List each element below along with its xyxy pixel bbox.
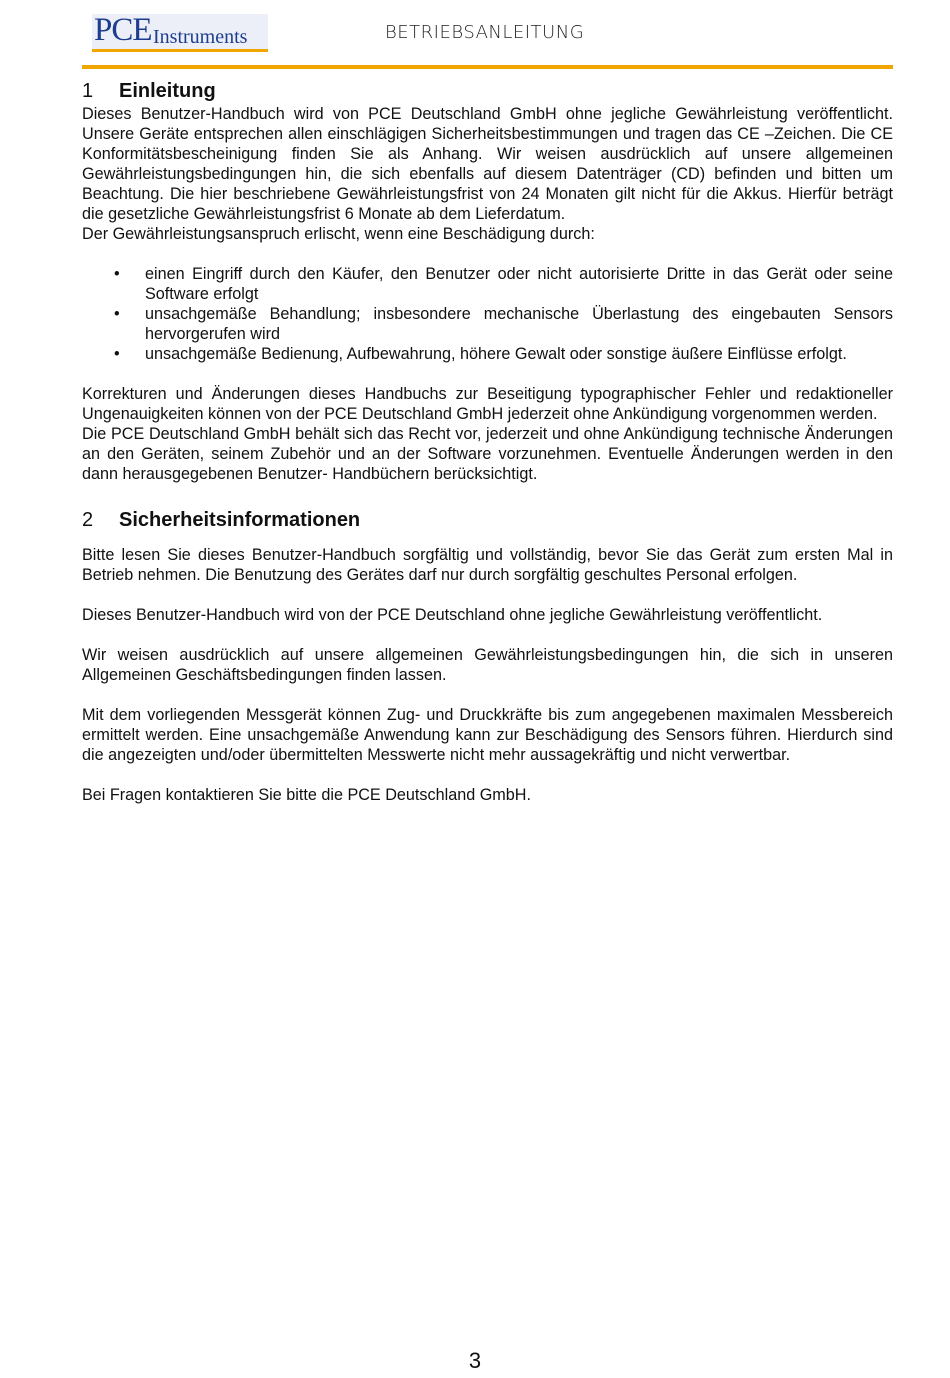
pce-instruments-logo — [92, 14, 268, 52]
safety-paragraph: Mit dem vorliegenden Messgerät können Zug- und Druckkräfte bis zum angegebenen maximalen Messbereich ermittelt werden. Eine unsachgemäße Anwendung kann zur Beschädigung des Sensors führen. Hierdurch sind die angezeigten und/oder übermittelten Messwerte nicht mehr aussagekräftig und nicht verwertbar. — [82, 706, 893, 764]
warranty-exclusion-list — [82, 264, 893, 364]
safety-paragraph: Bitte lesen Sie dieses Benutzer-Handbuch sorgfältig und vollständig, bevor Sie das Gerät zum ersten Mal in Betrieb nehmen. Die Benutzung des Gerätes darf nur durch sorgfältig geschultes Personal erfolgen. — [82, 546, 893, 584]
bullet-icon: • — [114, 345, 120, 363]
list-item-text: unsachgemäße Bedienung, Aufbewahrung, höhere Gewalt oder sonstige äußere Einflüsse erfolgt. — [145, 345, 847, 363]
section-heading-sicherheitsinformationen — [82, 507, 893, 533]
page-content — [82, 78, 893, 805]
section-title: Einleitung — [119, 80, 216, 102]
bullet-icon: • — [114, 305, 120, 323]
list-item-text: einen Eingriff durch den Käufer, den Benutzer oder nicht autorisierte Dritte in das Gerät oder seine Software erfolgt — [145, 265, 893, 303]
section-heading-einleitung — [82, 78, 893, 104]
logo-pce-text: PCE — [94, 12, 152, 48]
list-item — [82, 264, 893, 304]
list-item — [82, 344, 893, 364]
section-number: 2 — [82, 509, 94, 531]
safety-paragraph: Bei Fragen kontaktieren Sie bitte die PCE Deutschland GmbH. — [82, 786, 531, 804]
rights-paragraph: Die PCE Deutschland GmbH behält sich das Recht vor, jederzeit und ohne Ankündigung technische Änderungen an den Geräten, seinem Zubehör und an der Software vorzunehmen. Eventuelle Änderungen werden in den dann herausgegebenen Benutzer- Handbüchern berücksichtigt. — [82, 425, 893, 483]
corrections-paragraph: Korrekturen und Änderungen dieses Handbuchs zur Beseitigung typographischer Fehler und redaktioneller Ungenauigkeiten können von der PCE Deutschland GmbH jederzeit ohne Ankündigung vorgenommen werden. — [82, 385, 893, 423]
section-number: 1 — [82, 80, 94, 102]
section-title: Sicherheitsinformationen — [119, 509, 361, 531]
intro-paragraph: Dieses Benutzer-Handbuch wird von PCE Deutschland GmbH ohne jegliche Gewährleistung veröffentlicht. Unsere Geräte entsprechen allen einschlägigen Sicherheitsbestimmungen und tragen das CE –Zeichen. Die CE Konformitätsbescheinigung finden Sie als Anhang. Wir weisen ausdrücklich auf unsere allgemeinen Gewährleistungsbedingungen hin, die sich ebenfalls auf diesem Datenträger (CD) befinden und bitten um Beachtung. Die hier beschriebene Gewährleistungsfrist von 24 Monaten gilt nicht für die Akkus. Hierfür beträgt die gesetzliche Gewährleistungsfrist 6 Monate ab dem Lieferdatum. — [82, 105, 893, 223]
bullet-icon: • — [114, 265, 120, 283]
warranty-lead-paragraph: Der Gewährleistungsanspruch erlischt, wenn eine Beschädigung durch: — [82, 225, 595, 243]
logo-instruments-text: Instruments — [153, 26, 248, 48]
safety-paragraph: Wir weisen ausdrücklich auf unsere allgemeinen Gewährleistungsbedingungen hin, die sich in unseren Allgemeinen Geschäftsbedingungen finden lassen. — [82, 646, 893, 684]
header-divider — [82, 65, 893, 69]
page-header — [82, 10, 893, 70]
safety-paragraph: Dieses Benutzer-Handbuch wird von der PCE Deutschland ohne jegliche Gewährleistung veröffentlicht. — [82, 606, 823, 624]
list-item-text: unsachgemäße Behandlung; insbesondere mechanische Überlastung des eingebauten Sensors hervorgerufen wird — [145, 305, 893, 343]
document-title: BETRIEBSANLEITUNG — [385, 22, 585, 43]
list-item — [82, 304, 893, 344]
page-number: 3 — [468, 1348, 482, 1373]
